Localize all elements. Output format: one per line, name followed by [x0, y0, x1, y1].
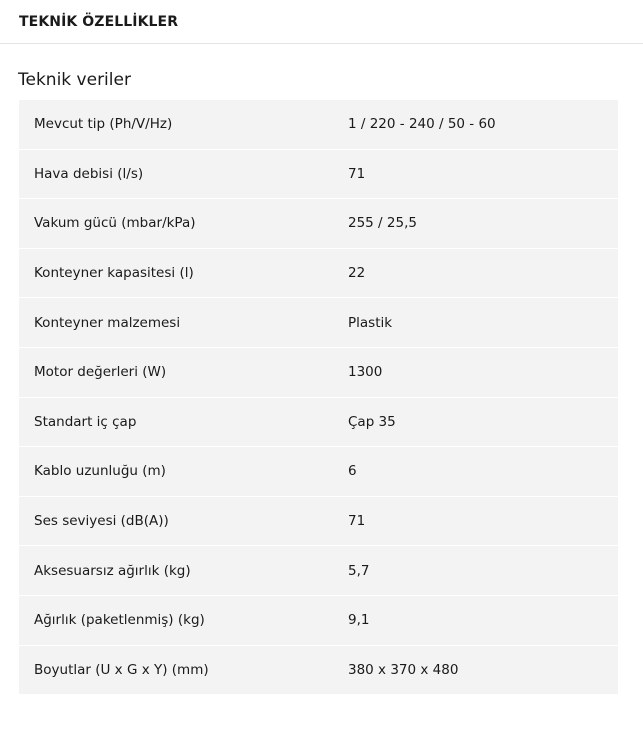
spec-row [19, 298, 618, 348]
spec-label: Mevcut tip (Ph/V/Hz) [34, 116, 173, 133]
spec-value: Plastik [348, 314, 393, 331]
spec-label: Ses seviyesi (dB(A)) [34, 513, 169, 530]
spec-label: Konteyner kapasitesi (l) [34, 265, 194, 282]
spec-value: 6 [348, 463, 357, 480]
spec-row [19, 596, 618, 646]
spec-value: 71 [348, 165, 366, 182]
spec-value: 9,1 [348, 612, 370, 629]
spec-value: Çap 35 [348, 413, 396, 430]
spec-value: 255 / 25,5 [348, 215, 417, 232]
technical-data-title: Teknik veriler [18, 70, 131, 90]
spec-value: 380 x 370 x 480 [348, 661, 459, 678]
spec-label: Vakum gücü (mbar/kPa) [34, 215, 196, 232]
spec-label: Hava debisi (l/s) [34, 165, 144, 182]
spec-label: Ağırlık (paketlenmiş) (kg) [34, 612, 205, 629]
spec-value: 1 / 220 - 240 / 50 - 60 [348, 116, 496, 133]
spec-label: Konteyner malzemesi [34, 314, 181, 331]
spec-row [19, 199, 618, 249]
spec-value: 22 [348, 265, 366, 282]
spec-label: Boyutlar (U x G x Y) (mm) [34, 661, 209, 678]
spec-row [19, 497, 618, 547]
spec-label: Aksesuarsız ağırlık (kg) [34, 562, 191, 579]
spec-row [19, 546, 618, 596]
spec-row [19, 398, 618, 448]
spec-table [19, 100, 618, 695]
spec-row [19, 249, 618, 299]
spec-value: 1300 [348, 364, 383, 381]
spec-row [19, 150, 618, 200]
spec-row [19, 646, 618, 696]
spec-label: Kablo uzunluğu (m) [34, 463, 166, 480]
spec-value: 5,7 [348, 562, 370, 579]
spec-label: Motor değerleri (W) [34, 364, 167, 381]
spec-row [19, 447, 618, 497]
spec-row [19, 100, 618, 150]
spec-row [19, 348, 618, 398]
spec-label: Standart iç çap [34, 413, 137, 430]
spec-value: 71 [348, 513, 366, 530]
section-header [0, 0, 643, 44]
section-title: TEKNİK ÖZELLİKLER [19, 14, 179, 30]
